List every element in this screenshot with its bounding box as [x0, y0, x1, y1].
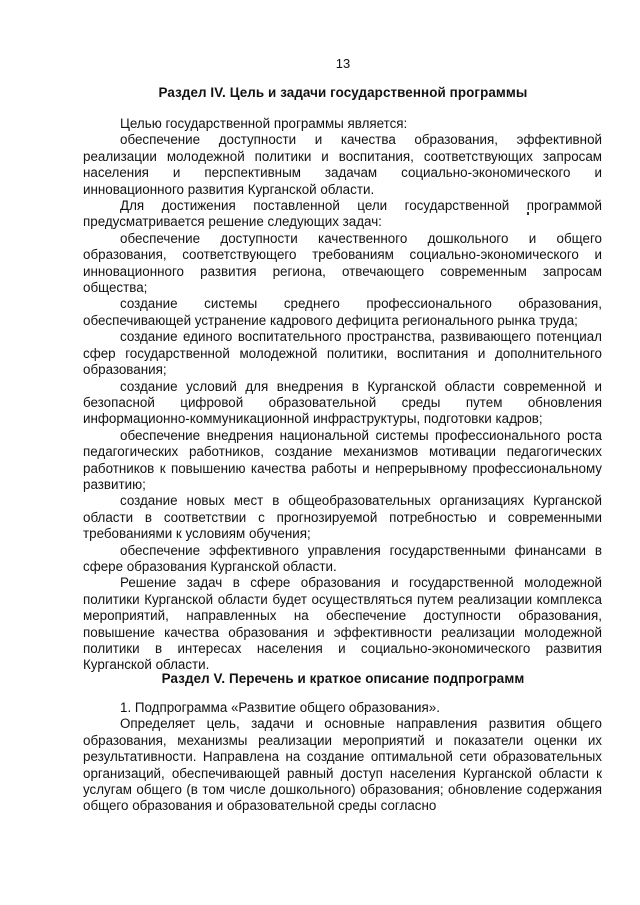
section-4-title: Раздел IV. Цель и задачи государственной программы	[158, 85, 528, 100]
paragraph: создание единого воспитательного пространства, развивающего потенциал сфер государственной молодежной политики, воспитания и дополнительного образования;	[83, 329, 602, 378]
paragraph: создание условий для внедрения в Курганской области современной и безопасной цифровой образовательной среды путем обновления информационно-коммуникационной инфраструктуры, подготовки кадров;	[83, 378, 602, 427]
paragraph: обеспечение доступности качественного дошкольного и общего образования, соответствующего требованиям социально-экономического и инновационного развития региона, отвечающего современным запросам общества;	[83, 230, 602, 296]
paragraph: Решение задач в сфере образования и государственной молодежной политики Курганской области будет осуществляться путем реализации комплекса мероприятий, направленных на обеспечение доступности образования, повышение качества образования и эффективности реализации молодежной политики в интересах населения и социально-экономического развития Курганской области.	[83, 575, 602, 673]
paragraph: обеспечение доступности и качества образования, эффективной реализации молодежной политики и воспитания, соответствующих запросам населения и перспективным задачам социально-экономического и инновационного развития Курганской области.	[83, 132, 602, 197]
paragraph: обеспечение внедрения национальной системы профессионального роста педагогических работников, создание механизмов мотивации педагогических работников к повышению качества работы и непрерывному профессиональному развитию;	[83, 427, 602, 492]
paragraph: создание системы среднего профессионального образования, обеспечивающей устранение кадрового дефицита регионального рынка труда;	[83, 296, 602, 328]
paragraph: обеспечение эффективного управления государственными финансами в сфере образования Курганской области.	[83, 542, 602, 574]
section-5-body	[83, 700, 602, 815]
paragraph: Целью государственной программы является:	[120, 116, 408, 131]
paragraph: Определяет цель, задачи и основные направления развития общего образования, механизмы реализации мероприятий и показатели оценки их результативности. Направлена на создание оптимальной сети образовательных организаций, обеспечивающей равный доступ населения Курганской области к услугам общего (в том числе дошкольного) образования; обновление содержания общего образования и образовательной среды согласно	[83, 716, 602, 814]
paragraph: 1. Подпрограмма «Развитие общего образования».	[120, 700, 440, 715]
section-5-title: Раздел V. Перечень и краткое описание подпрограмм	[161, 671, 525, 686]
paragraph: Для достижения поставленной цели государственной программой предусматривается решение следующих задач:	[83, 198, 602, 230]
paragraph: создание новых мест в общеобразовательных организациях Курганской области в соответствии с прогнозируемой потребностью и современными требованиями к условиям обучения;	[83, 493, 602, 542]
page-number: 13	[335, 56, 351, 71]
section-4-body	[83, 116, 602, 674]
